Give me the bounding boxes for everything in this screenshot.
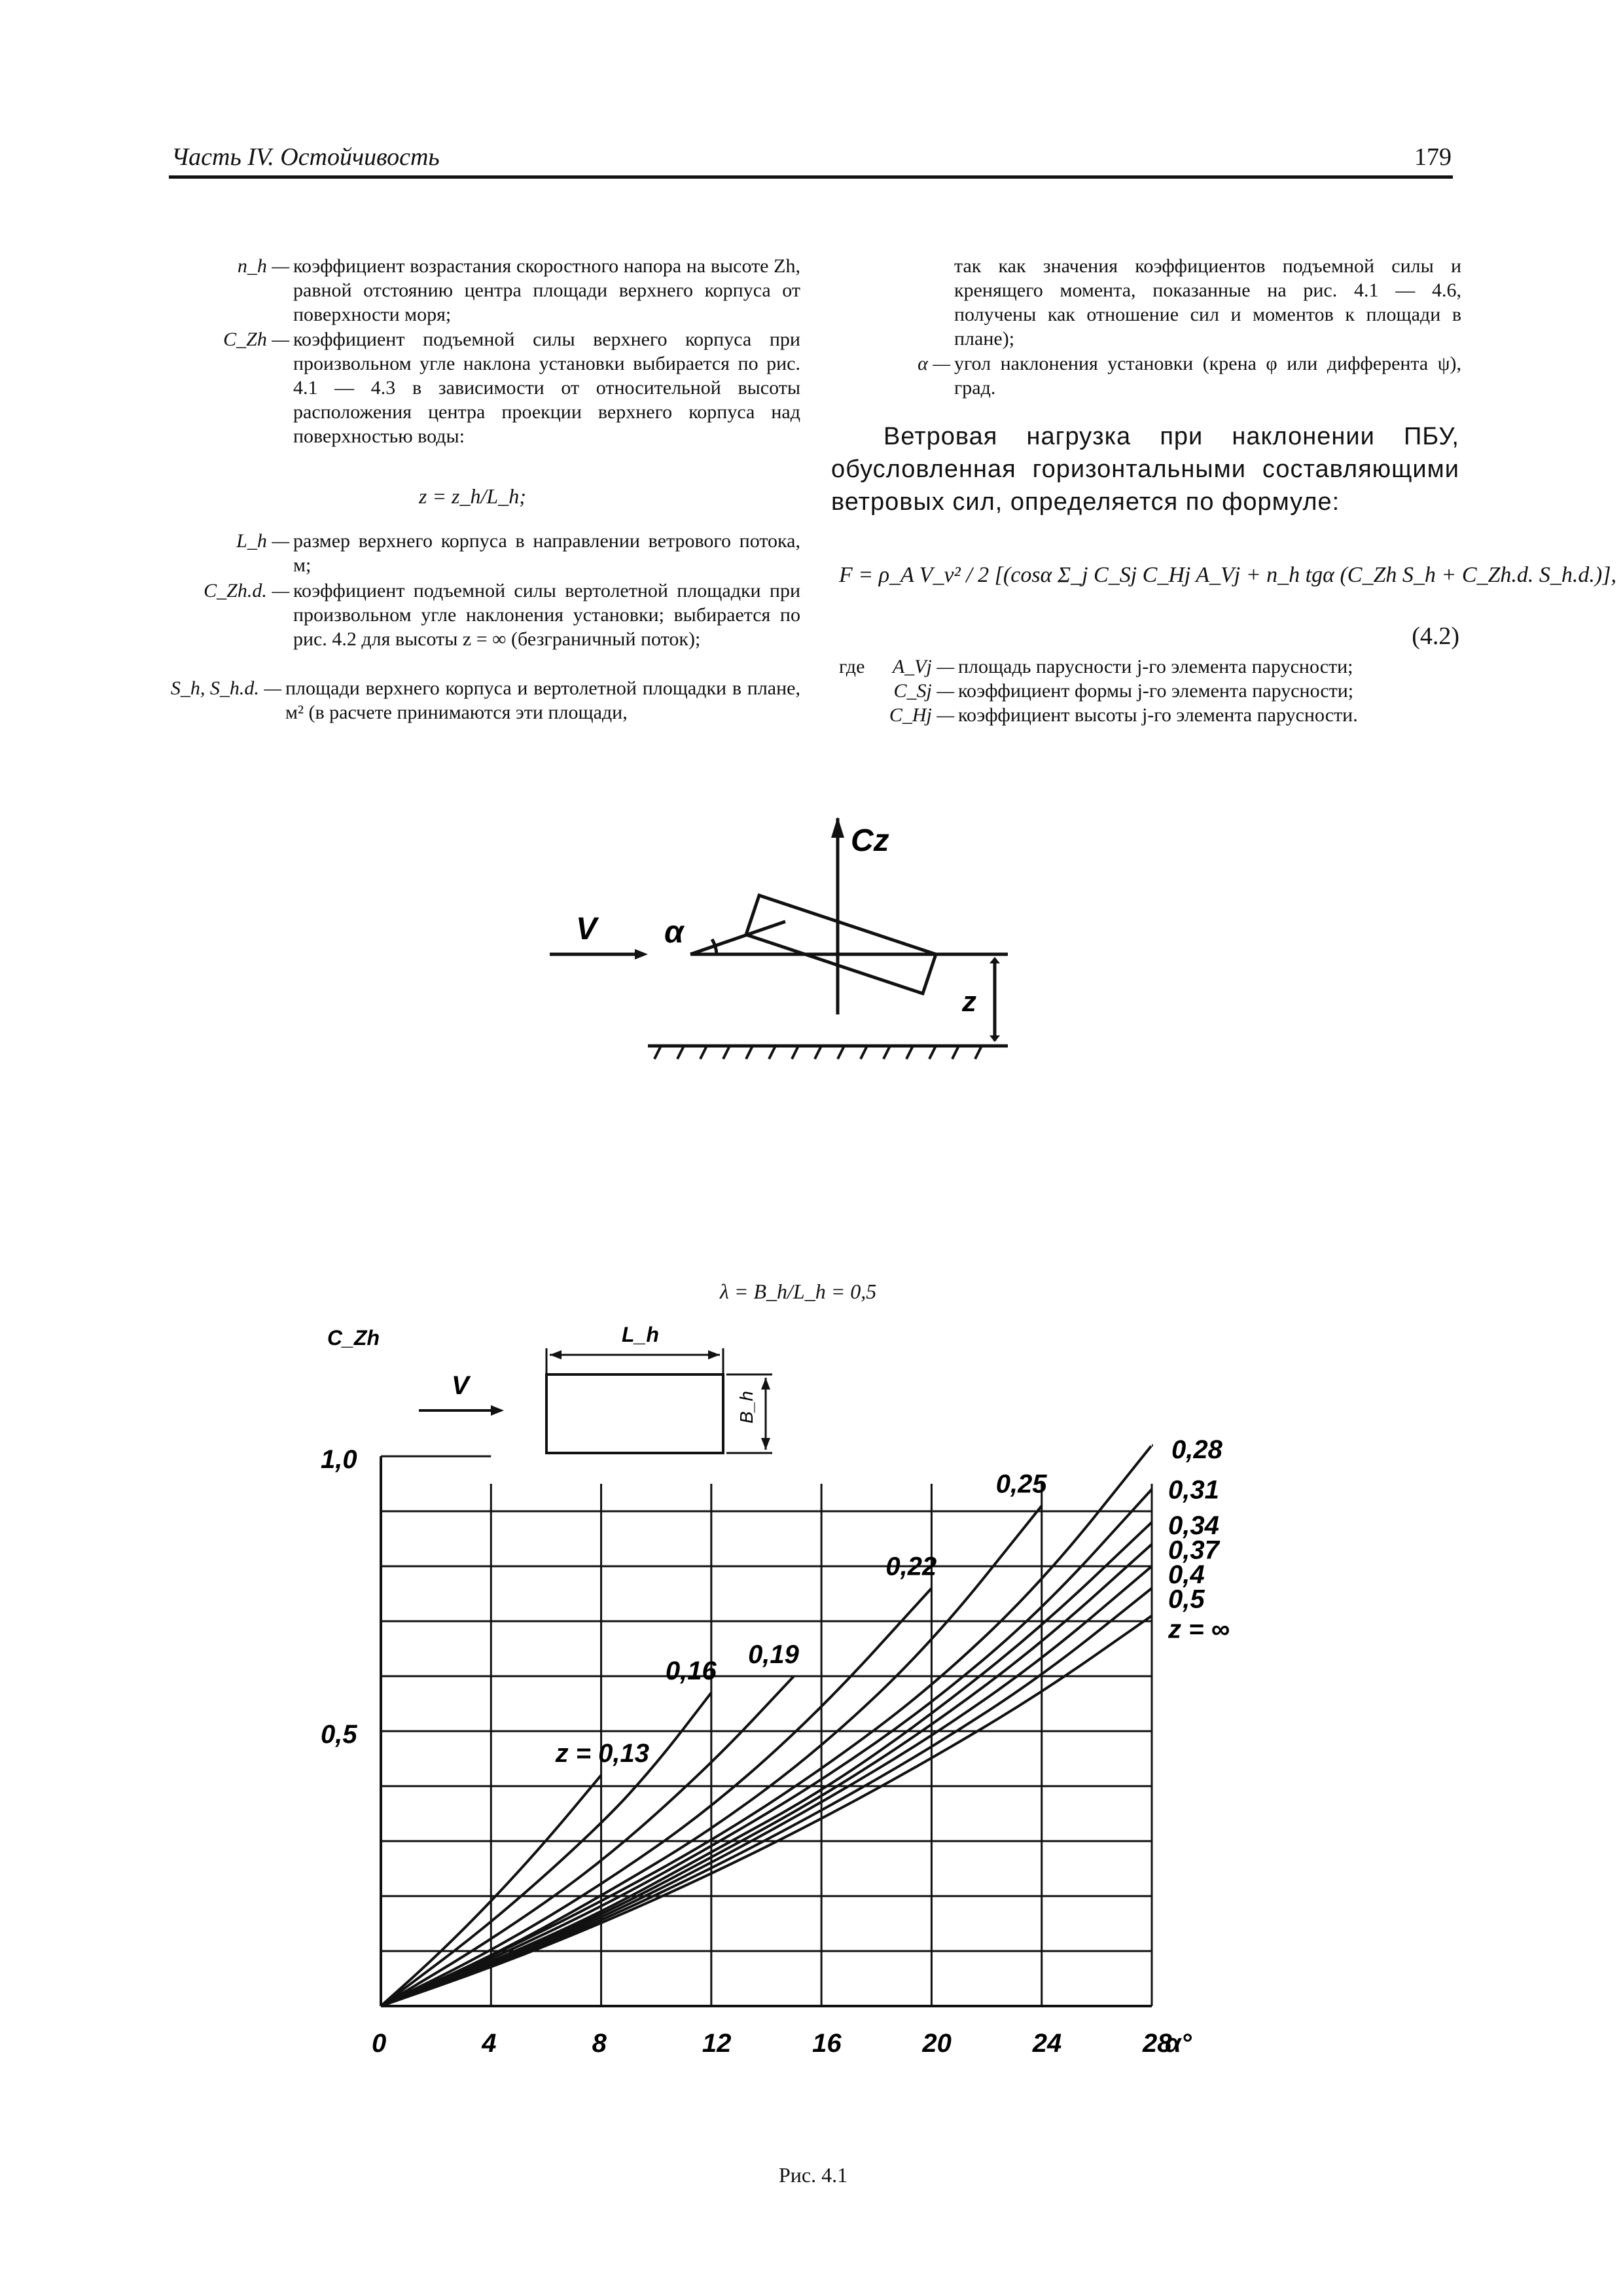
series-label: 0,16 [665,1657,717,1686]
def-symbol: C_Zh.d. — [204,580,289,601]
def-symbol: n_h — [237,255,289,277]
figure-caption: Рис. 4.1 [779,2163,848,2187]
def-text: коэффициент возрастания скоростного напора на высоте Zh, равной отстоянию центра площади верхнего корпуса от поверхности моря; [293,255,800,325]
series-line [381,1522,1152,2006]
def-text: площадь парусности j-го элемента парусности; [958,656,1353,677]
x-tick-label: 4 [482,2029,497,2055]
chart-labels [321,1326,1230,2055]
def-text: размер верхнего корпуса в направлении ветрового потока, м; [293,530,800,576]
series-label: 0,25 [995,1469,1047,1499]
inset-length-label: L_h [622,1323,659,1346]
x-tick-label: 12 [702,2029,732,2055]
def-text: коэффициент высоты j-го элемента парусности. [958,704,1358,726]
x-tick-label: 8 [592,2029,607,2055]
x-axis-label: α° [1165,2029,1192,2055]
series-label: 0,5 [1168,1585,1205,1614]
sketch-alpha-label: α [664,915,684,950]
def-text: коэффициент формы j-го элемента парусности; [958,680,1354,702]
where-label: где [839,656,865,677]
y-tick-label: 1,0 [321,1445,357,1474]
header-rule [169,175,1453,179]
series-label: 0,37 [1168,1535,1219,1565]
series-line [381,1445,1152,2006]
series-label: z = ∞ [1168,1615,1230,1644]
sketch-v-label: V [576,912,597,946]
chart-title: λ = B_h/L_h = 0,5 [720,1280,877,1303]
x-tick-label: 20 [922,2029,952,2055]
series-label: 0,22 [885,1552,937,1581]
x-tick-label: 28 [1143,2029,1172,2055]
def-text: угол наклонения установки (крена φ или дифферента ψ), град. [954,353,1461,399]
platform-rectangle [746,895,936,994]
page-number: 179 [1414,143,1452,171]
running-header-title: Часть IV. Остойчивость [171,143,440,171]
chart-inset [419,1323,772,1453]
series-label: 0,19 [748,1640,799,1669]
chart-grid [381,1484,1152,2006]
relative-height-formula: z = z_h/L_h; [419,484,526,508]
def-symbol: S_h, S_h.d. — [170,677,281,699]
inset-width-label: B_h [736,1391,757,1424]
y-tick-label: 0,5 [321,1720,357,1749]
sketch-cz-label: Cz [851,823,889,858]
def-text: так как значения коэффициентов подъемной силы и кренящего момента, показанные на рис. 4.1 — 4.6, получены как отношение сил и моментов к площади в плане); [954,255,1461,350]
series-label: 0,31 [1168,1475,1219,1505]
x-tick-label: 16 [812,2029,842,2055]
formula-number: (4.2) [1412,622,1459,650]
def-symbol: C_Zh — [223,329,289,350]
def-text: площади верхнего корпуса и вертолетной площадки в плане, м² (в расчете принимаются эти площади, [285,677,800,723]
def-symbol: C_Hj — [889,704,954,726]
def-symbol: C_Sj — [893,680,954,702]
def-symbol: L_h — [236,530,289,552]
sketch-z-label: z [962,986,976,1018]
def-text: коэффициент подъемной силы вертолетной площадки при произвольном угле наклонения установки; выбирается по рис. 4.2 для высоты z = ∞ (безграничный поток); [293,580,800,650]
lead-paragraph: Ветровая нагрузка при наклонении ПБУ, обусловленная горизонтальными составляющими ветровых сил, определяется по формуле: [831,423,1459,516]
x-tick-label: 0 [372,2029,387,2055]
series-label: 0,28 [1171,1435,1222,1465]
def-text: коэффициент подъемной силы верхнего корпуса при произвольном угле наклона установки выбирается по рис. 4.1 — 4.3 в зависимости от относительной высоты расположения центра проекции верхнего корпуса над поверхностью воды: [293,329,800,447]
inclination-sketch [550,812,1034,1093]
series-label: 0,34 [1168,1511,1219,1540]
x-tick-label: 24 [1032,2029,1062,2055]
cz-vs-alpha-chart [301,1309,1335,2055]
series-label: z = 0,13 [555,1739,650,1768]
def-symbol: α — [918,353,950,374]
y-axis-label: C_Zh [327,1326,380,1350]
def-symbol: A_Vj — [892,656,954,677]
inset-v-label: V [452,1371,469,1400]
main-formula: F = ρ_A V_v² / 2 [(cosα Σ_j C_Sj C_Hj A_Vj + n_h tgα (C_Zh S_h + C_Zh.d. S_h.d.)], [839,563,1616,587]
chart-series [381,1445,1152,2006]
series-line [381,1693,711,2006]
series-label: 0,4 [1168,1560,1205,1589]
